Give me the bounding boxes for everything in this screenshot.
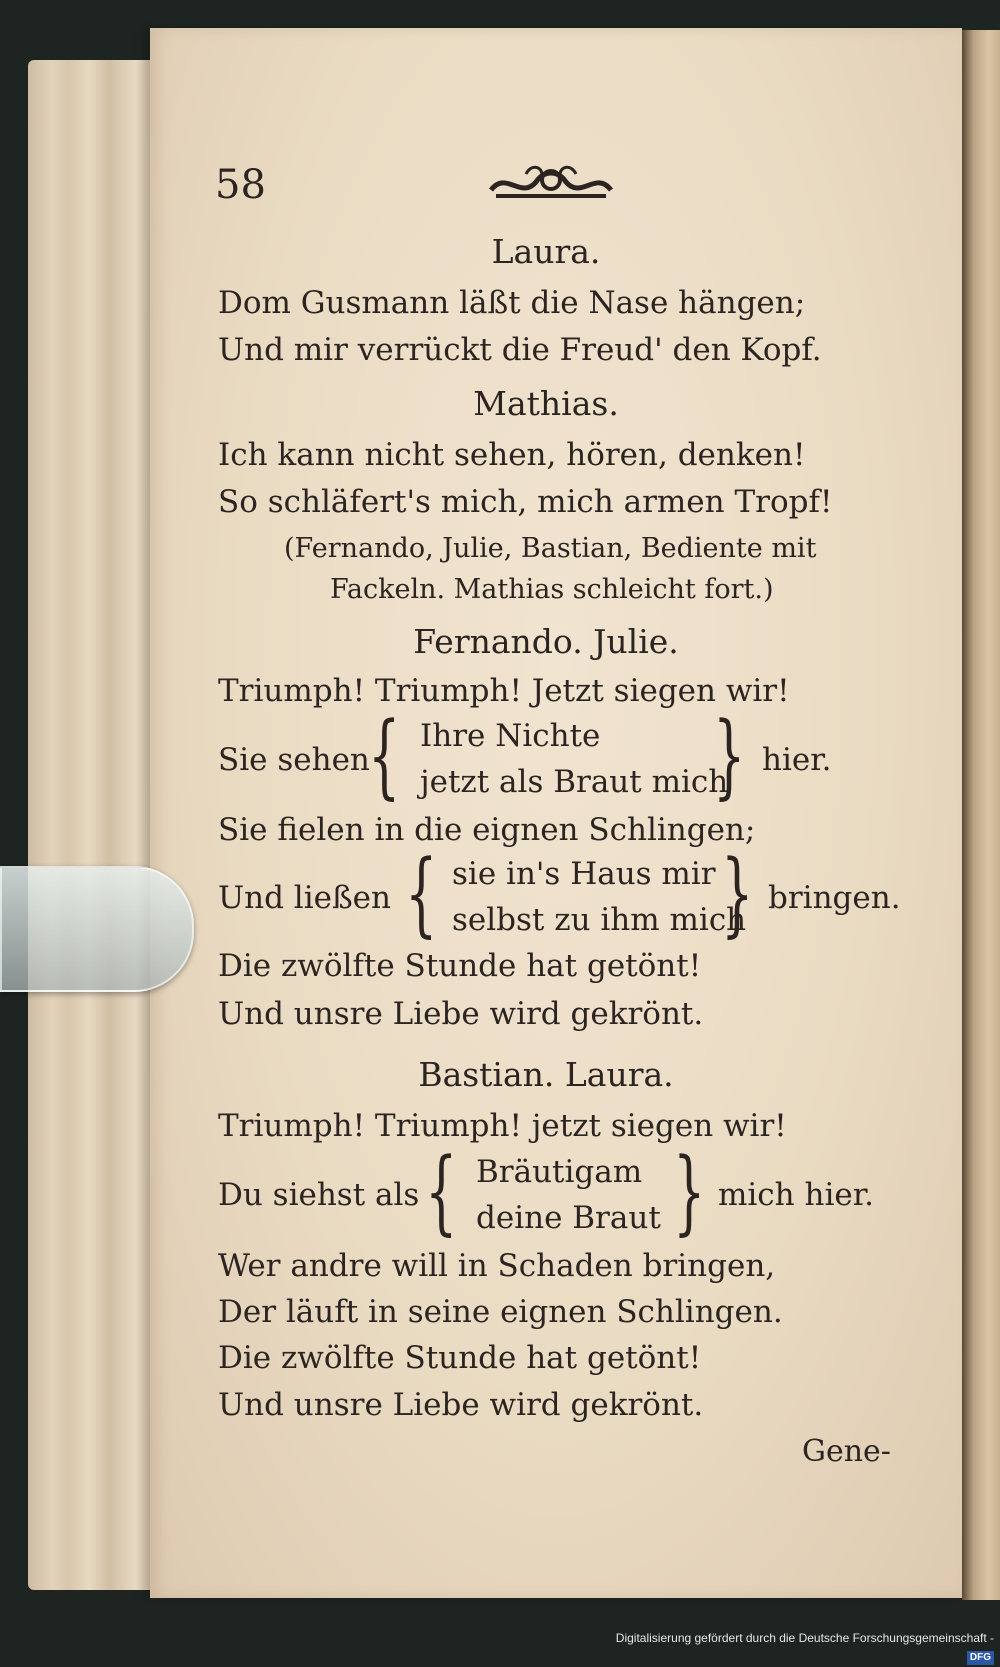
brace-tail-text: mich hier. xyxy=(718,1177,874,1213)
speaker-laura: Laura. xyxy=(491,232,601,271)
brace-tail-text: hier. xyxy=(762,742,832,778)
stage-direction: (Fernando, Julie, Bastian, Bediente mit xyxy=(284,533,817,564)
next-page-edge xyxy=(962,30,1000,1600)
left-brace: { xyxy=(405,840,438,947)
verse-line: Sie fielen in die eignen Schlingen; xyxy=(218,812,756,848)
brace-option-bottom: deine Braut xyxy=(476,1200,661,1236)
speaker-bastian-laura: Bastian. Laura. xyxy=(418,1055,674,1094)
brace-lead-text: Du siehst als xyxy=(218,1177,420,1213)
speaker-fernando-julie: Fernando. Julie. xyxy=(413,622,679,661)
verse-line: Triumph! Triumph! Jetzt siegen wir! xyxy=(218,673,790,709)
verse-line: Der läuft in seine eignen Schlingen. xyxy=(218,1294,783,1330)
right-brace: } xyxy=(721,840,754,947)
dfg-logo: DFG xyxy=(967,1651,994,1665)
brace-option-bottom: jetzt als Braut mich xyxy=(420,764,729,800)
verse-line: Und unsre Liebe wird gekrönt. xyxy=(218,996,704,1032)
catchword: Gene- xyxy=(802,1434,891,1469)
verse-line: So schläfert's mich, mich armen Tropf! xyxy=(218,484,833,520)
credit-text: Digitalisierung gefördert durch die Deutsche Forschungsgemeinschaft - xyxy=(615,1631,994,1645)
brace-lead-text: Und ließen xyxy=(218,880,391,916)
verse-line: Triumph! Triumph! jetzt siegen wir! xyxy=(218,1108,787,1144)
page-number: 58 xyxy=(215,162,266,208)
speaker-mathias: Mathias. xyxy=(473,384,619,423)
right-brace: } xyxy=(713,702,746,809)
floral-ornament-icon xyxy=(486,160,616,206)
verse-line: Und mir verrückt die Freud' den Kopf. xyxy=(218,332,822,368)
page-stack-edge xyxy=(28,60,163,1590)
brace-option-top: Ihre Nichte xyxy=(420,718,601,754)
brace-tail-text: bringen. xyxy=(768,880,901,916)
verse-line: Wer andre will in Schaden bringen, xyxy=(218,1248,776,1284)
verse-line: Die zwölfte Stunde hat getönt! xyxy=(218,1340,702,1376)
left-brace: { xyxy=(368,702,401,809)
stage-direction: Fackeln. Mathias schleicht fort.) xyxy=(330,574,774,605)
verse-line: Dom Gusmann läßt die Nase hängen; xyxy=(218,285,806,321)
bookmark-clip xyxy=(0,866,194,992)
brace-option-bottom: selbst zu ihm mich xyxy=(452,902,747,938)
digitization-credit xyxy=(607,1629,1000,1663)
brace-option-top: Bräutigam xyxy=(476,1154,643,1190)
verse-line: Die zwölfte Stunde hat getönt! xyxy=(218,948,702,984)
brace-option-top: sie in's Haus mir xyxy=(452,856,716,892)
verse-line: Und unsre Liebe wird gekrönt. xyxy=(218,1387,704,1423)
left-brace: { xyxy=(425,1138,458,1245)
brace-lead-text: Sie sehen xyxy=(218,742,370,778)
verse-line: Ich kann nicht sehen, hören, denken! xyxy=(218,437,806,473)
right-brace: } xyxy=(673,1138,706,1245)
